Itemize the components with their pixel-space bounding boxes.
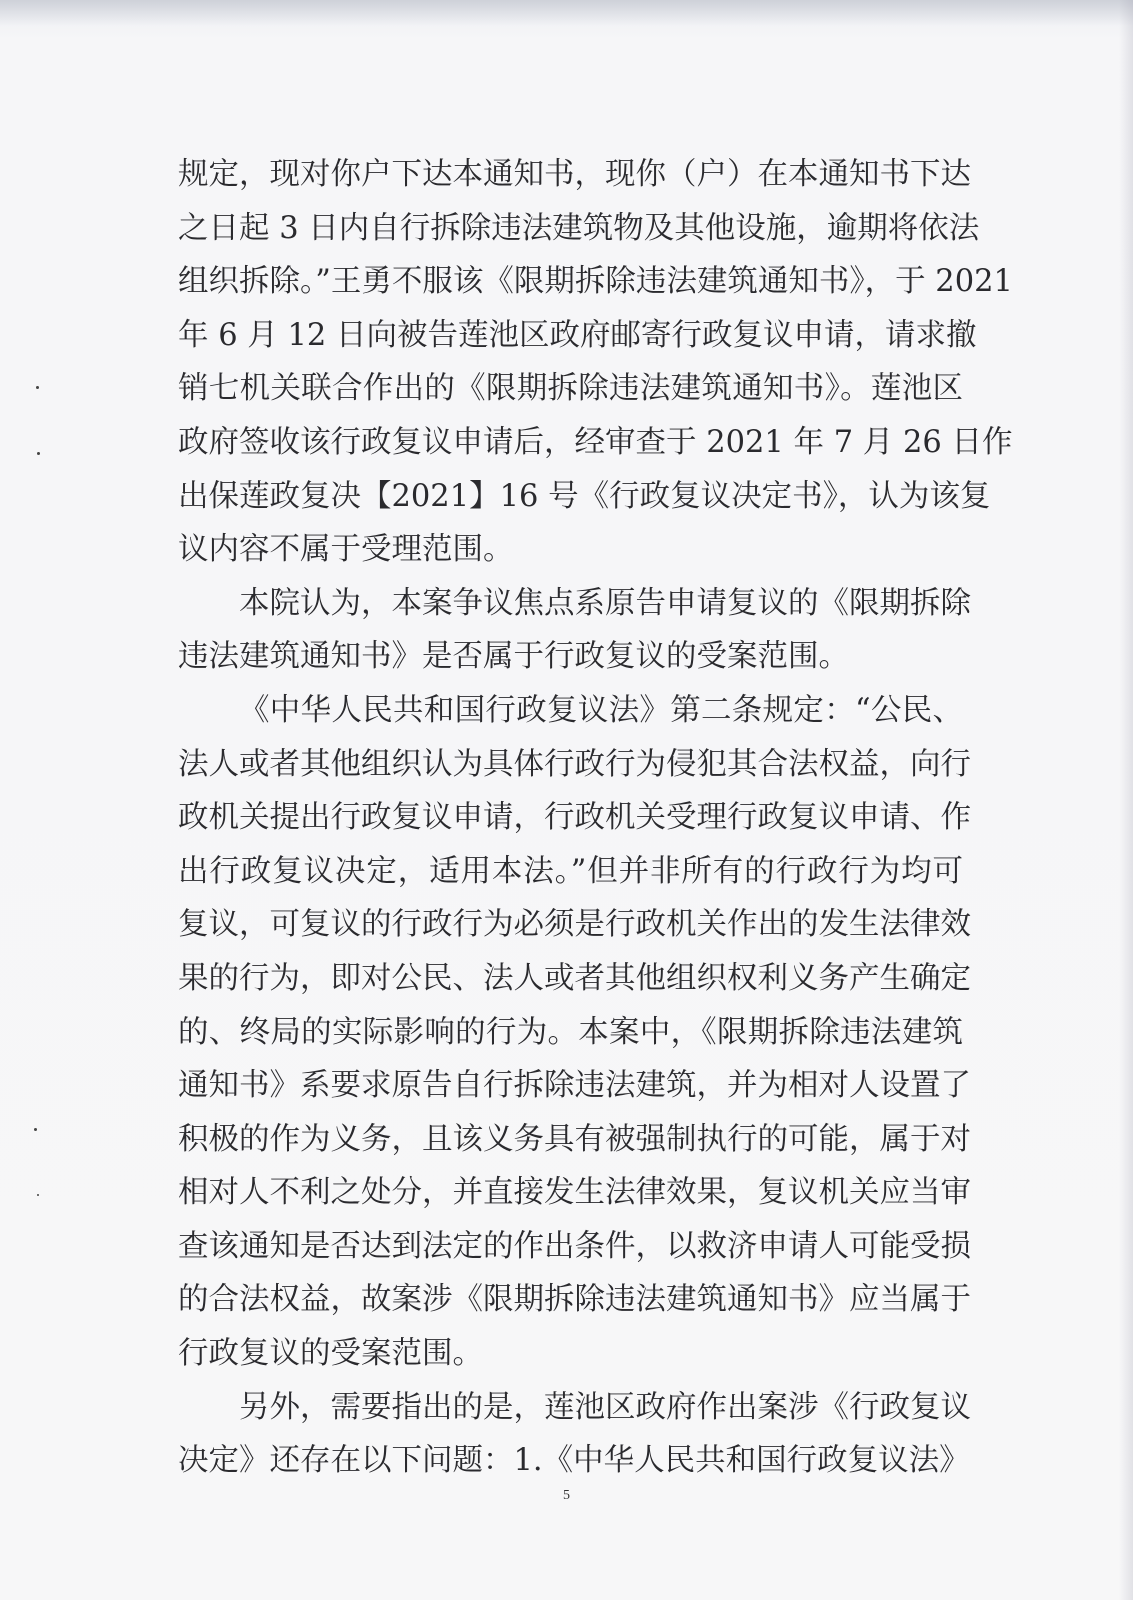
text-line: 相对人不利之处分，并直接发生法律效果，复议机关应当审 [178, 1175, 971, 1211]
text-line: 之日起 3 日内自行拆除违法建筑物及其他设施，逾期将依法 [178, 210, 980, 246]
text-line: 出行政复议决定，适用本法。”但并非所有的行政行为均可 [178, 853, 963, 889]
scan-speck [37, 452, 40, 455]
text-line: 行政复议的受案范围。 [178, 1336, 483, 1372]
judgment-body-text [178, 148, 1013, 1488]
text-line: 的、终局的实际影响的行为。本案中，《限期拆除违法建筑 [178, 1014, 963, 1050]
text-line: 另外，需要指出的是，莲池区政府作出案涉《行政复议 [239, 1389, 971, 1425]
text-line: 查该通知是否达到法定的作出条件，以救济申请人可能受损 [178, 1228, 971, 1264]
text-line: 出保莲政复决【2021】16 号《行政复议决定书》，认为该复 [178, 478, 991, 514]
text-line: 《中华人民共和国行政复议法》第二条规定：“公民、 [239, 692, 963, 728]
text-line: 政府签收该行政复议申请后，经审查于 2021 年 7 月 26 日作 [178, 424, 1013, 460]
text-line: 果的行为，即对公民、法人或者其他组织权利义务产生确定 [178, 960, 971, 996]
text-line: 通知书》系要求原告自行拆除违法建筑，并为相对人设置了 [178, 1068, 971, 1104]
text-line: 决定》还存在以下问题：1.《中华人民共和国行政复议法》 [178, 1443, 970, 1479]
scan-top-shadow [0, 0, 1133, 26]
text-line: 规定，现对你户下达本通知书，现你（户）在本通知书下达 [178, 157, 971, 192]
text-line: 年 6 月 12 日向被告莲池区政府邮寄行政复议申请，请求撤 [178, 317, 977, 353]
text-line: 议内容不属于受理范围。 [178, 532, 514, 568]
text-line: 组织拆除。”王勇不服该《限期拆除违法建筑通知书》，于 2021 [178, 264, 1013, 300]
scan-speck [34, 1128, 37, 1131]
scan-right-shadow [1119, 0, 1133, 1600]
page-number: 5 [563, 1488, 570, 1503]
text-line: 复议，可复议的行政行为必须是行政机关作出的发生法律效 [178, 907, 971, 943]
text-line: 政机关提出行政复议申请，行政机关受理行政复议申请、作 [178, 800, 971, 836]
text-line: 销七机关联合作出的《限期拆除违法建筑通知书》。莲池区 [178, 371, 963, 407]
scan-speck [37, 1194, 39, 1196]
text-line: 本院认为，本案争议焦点系原告申请复议的《限期拆除 [239, 585, 971, 621]
text-line: 的合法权益，故案涉《限期拆除违法建筑通知书》应当属于 [178, 1282, 971, 1318]
scan-speck [36, 386, 39, 389]
text-line: 积极的作为义务，且该义务具有被强制执行的可能，属于对 [178, 1121, 971, 1157]
text-line: 违法建筑通知书》是否属于行政复议的受案范围。 [178, 639, 849, 675]
text-line: 法人或者其他组织认为具体行政行为侵犯其合法权益，向行 [178, 746, 971, 782]
